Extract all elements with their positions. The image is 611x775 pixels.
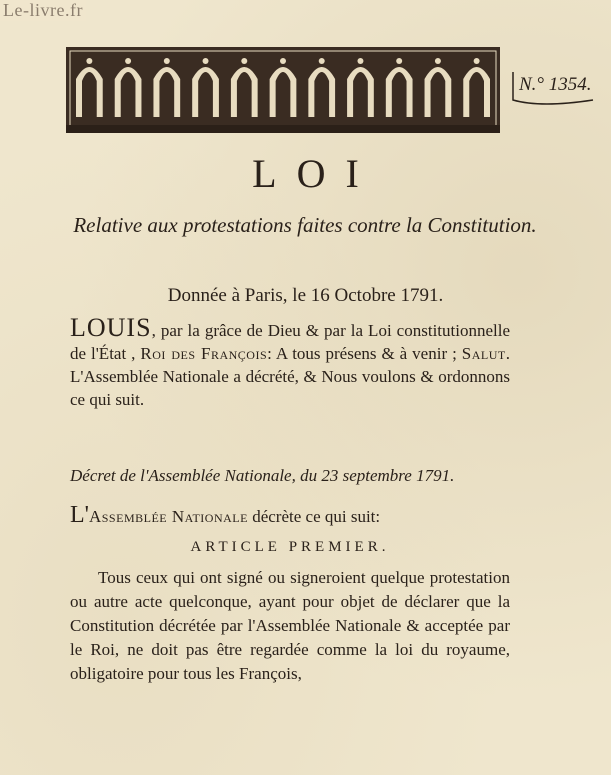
assemblee-caps: Assemblée Nationale [88, 507, 248, 526]
banner-dot [435, 58, 441, 64]
assemblee-line [70, 502, 520, 529]
article-body: Tous ceux qui ont signé ou signeroient quelque protestation ou autre acte quelconque, ayant pour objet de déclarer que la Constitution décrétée par l'Assemblée Nationale & acceptée par le Roi, ne doit pas être regardée comme la loi du royaume, obligatoire pour tous les François, [70, 568, 510, 683]
subtitle: Relative aux protestations faites contre la Constitution. [73, 213, 537, 237]
banner-dot [203, 58, 209, 64]
banner-dot [396, 58, 402, 64]
article-heading: ARTICLE PREMIER. [190, 539, 390, 555]
banner-dot [125, 58, 131, 64]
preamble-salut: Salut [461, 344, 506, 363]
banner-dot [474, 58, 480, 64]
document-number [511, 70, 595, 102]
preamble-text-2: : A tous présens & à venir ; [267, 344, 462, 363]
banner-dot [86, 58, 92, 64]
preamble-text-1: , par la grâce de Dieu & par la Loi constitutionnelle de l'État , [70, 321, 510, 363]
preamble-king-title: Roi des François [140, 344, 268, 363]
assemblee-rest: décrète ce qui suit: [247, 507, 381, 526]
ornamental-banner [66, 47, 500, 133]
banner-dot [357, 58, 363, 64]
banner-dot [280, 58, 286, 64]
page-title: LOI [252, 151, 379, 196]
preamble-text-3: . L'Assemblée Nationale a décrété, & Nous voulons & ordonnons ce qui suit. [70, 344, 510, 409]
assemblee-first-letter: L' [70, 502, 89, 528]
banner-dot [241, 58, 247, 64]
preamble-first-word: LOUIS [70, 313, 152, 342]
banner-dot [319, 58, 325, 64]
decret-line: Décret de l'Assemblée Nationale, du 23 septembre 1791. [70, 466, 455, 485]
date-line: Donnée à Paris, le 16 Octobre 1791. [167, 285, 444, 306]
banner-dot [164, 58, 170, 64]
preamble-paragraph [70, 313, 510, 411]
number-text: N.° 1354. [519, 74, 592, 95]
watermark: Le-livre.fr [0, 0, 86, 21]
